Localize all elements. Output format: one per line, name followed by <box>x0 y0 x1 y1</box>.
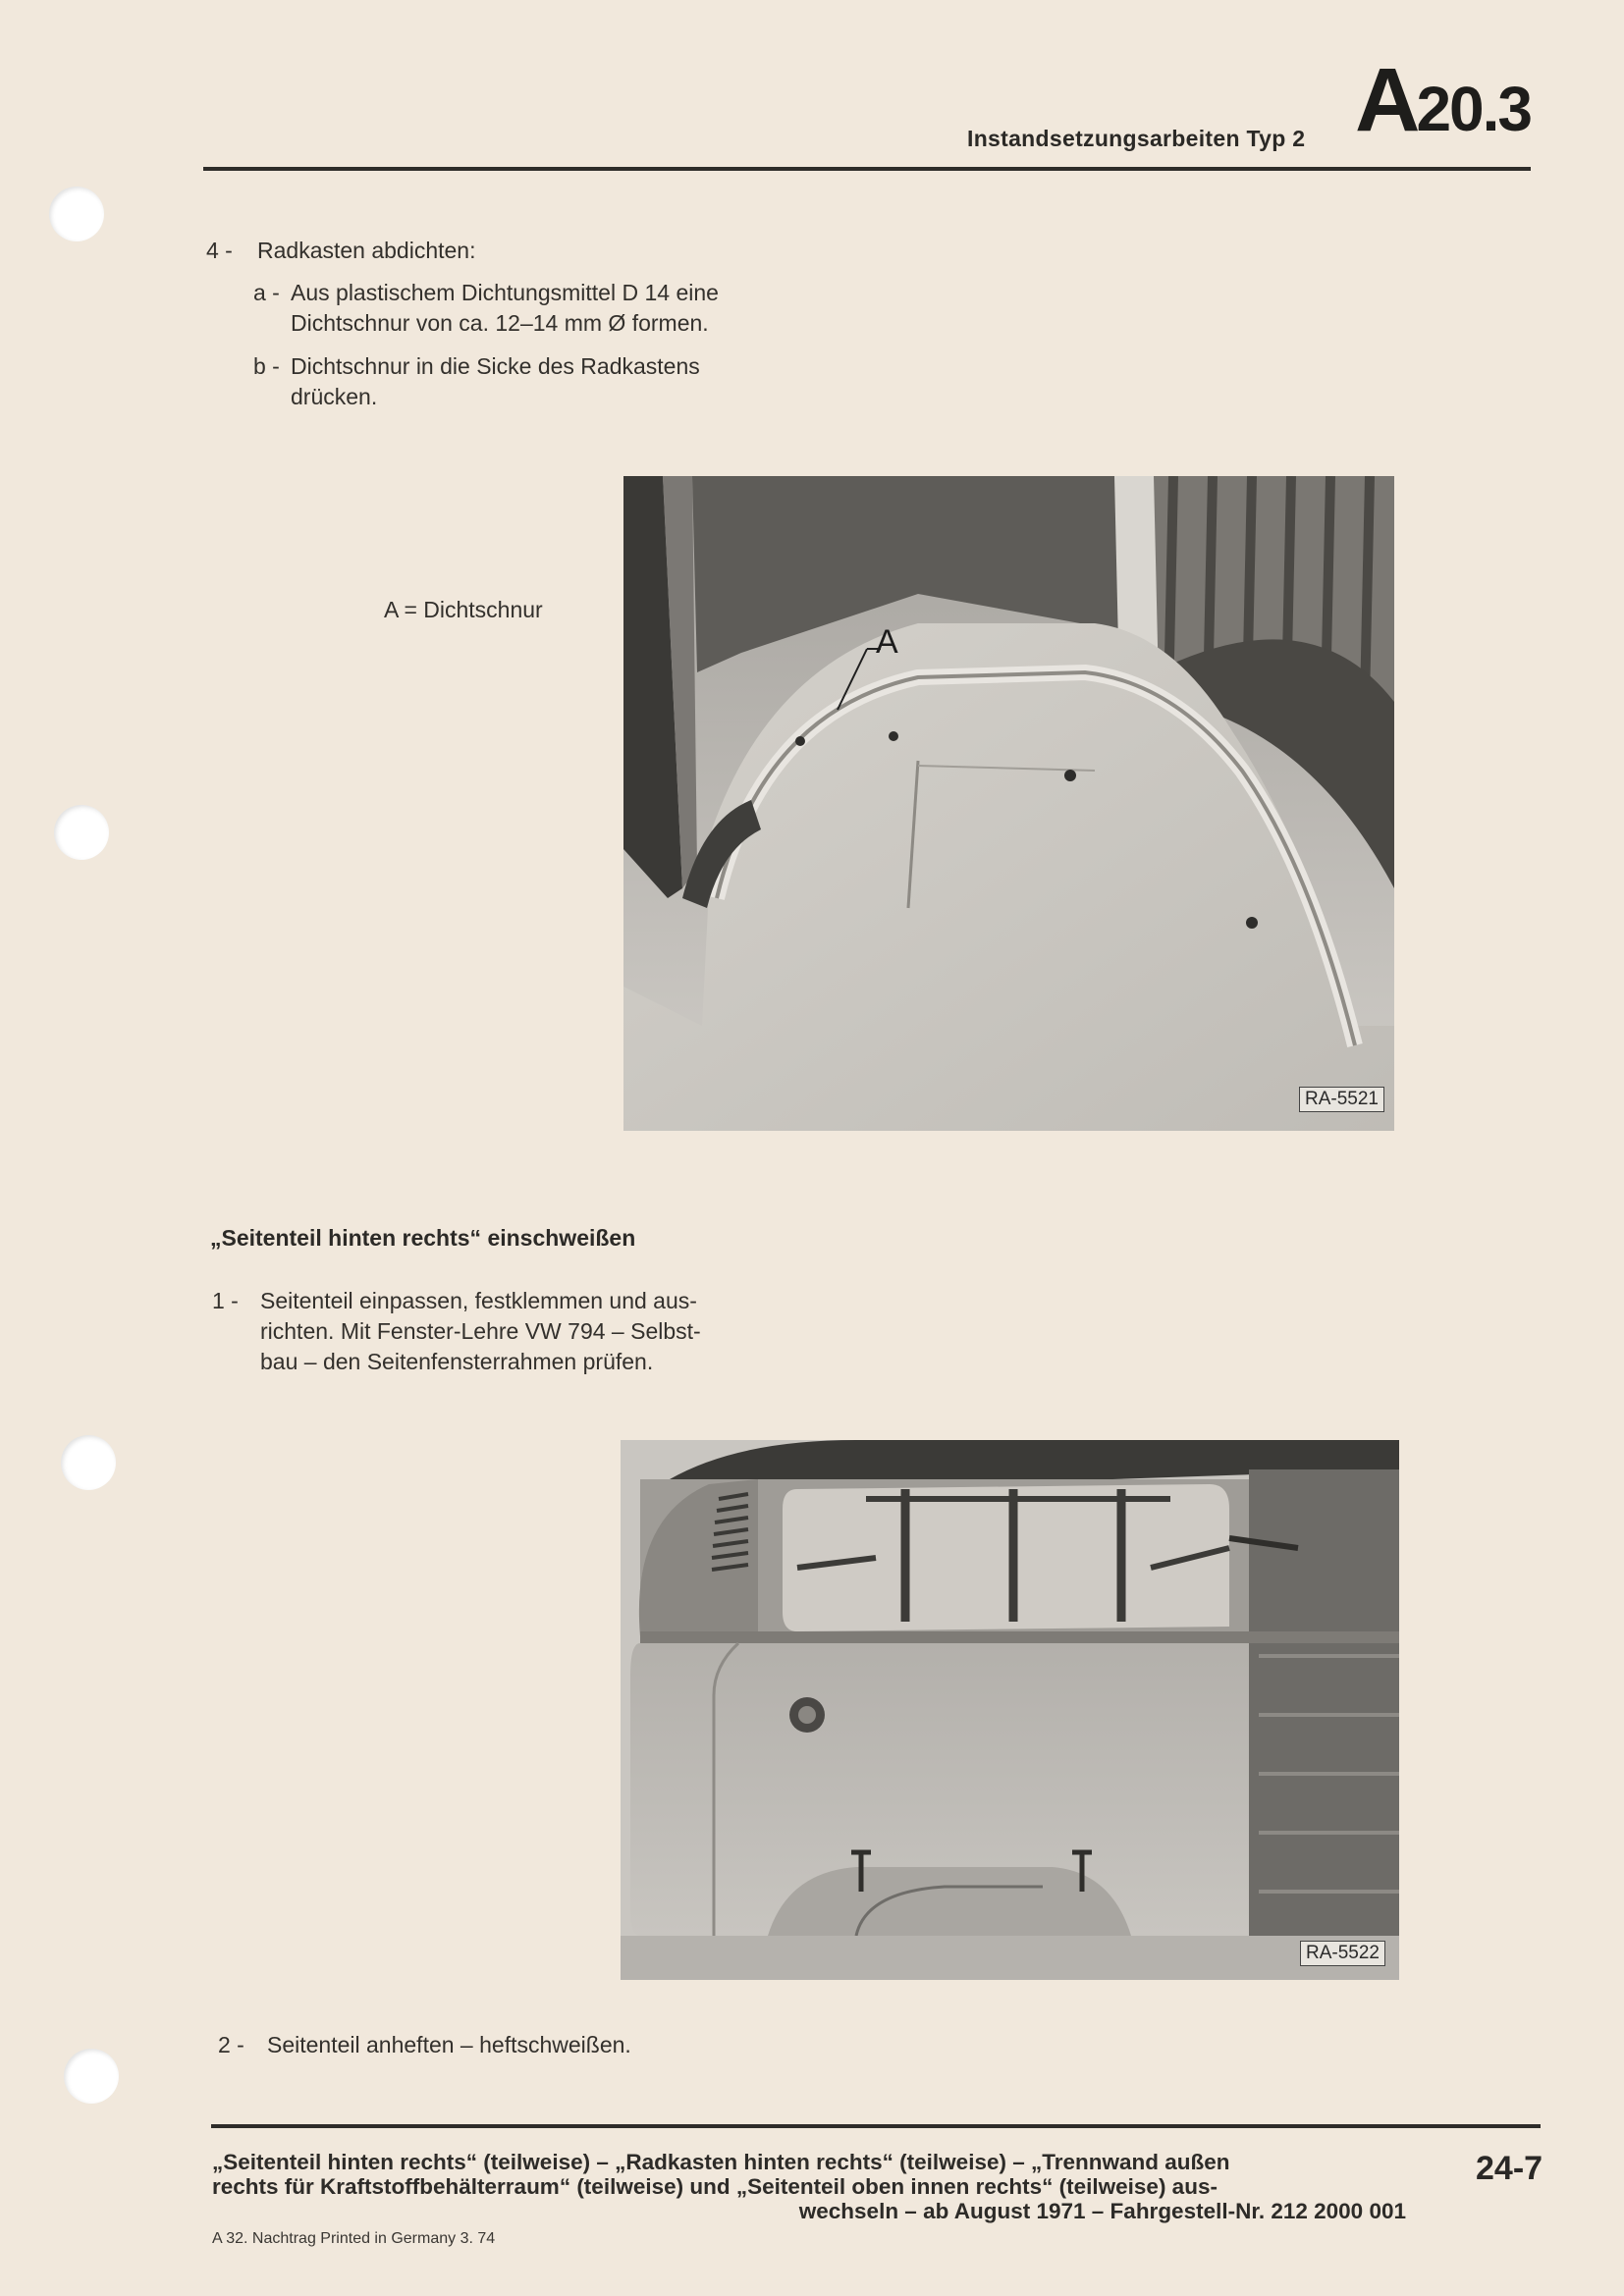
footer-description <box>212 2150 1406 2223</box>
step1-text <box>260 1286 701 1377</box>
step4a-letter: a - <box>253 280 280 305</box>
step1-number: 1 - <box>212 1288 239 1313</box>
section-code-letter: A <box>1355 50 1417 150</box>
step4b-letter-text: b <box>253 353 266 379</box>
figure1-photo <box>623 476 1394 1131</box>
footer-rule <box>211 2124 1541 2128</box>
step1-line3: bau – den Seitenfensterrahmen prüfen. <box>260 1349 654 1374</box>
footer-line2: rechts für Kraftstoffbehälterraum“ (teilweise) und „Seitenteil oben innen rechts“ (teilweise) aus- <box>212 2174 1218 2199</box>
step4-num: 4 <box>206 238 219 263</box>
step4b-text <box>291 351 700 412</box>
figure1-legend: A = Dichtschnur <box>384 597 543 622</box>
step4b-line1: Dichtschnur in die Sicke des Radkastens <box>291 353 700 379</box>
step2-text: Seitenteil anheften – heftschweißen. <box>267 2032 631 2057</box>
step4-title: Radkasten abdichten: <box>257 238 476 263</box>
binder-hole-2 <box>54 805 109 860</box>
section-code <box>1355 49 1531 152</box>
step4a-letter-text: a <box>253 280 266 305</box>
binder-hole-1 <box>49 187 104 241</box>
figure2-ref-label: RA-5522 <box>1300 1941 1385 1966</box>
step4b-line2: drücken. <box>291 384 378 409</box>
step4a-line1: Aus plastischem Dichtungsmittel D 14 eine <box>291 280 719 305</box>
step4a-text <box>291 278 719 339</box>
binder-hole-4 <box>64 2049 119 2104</box>
side-panel-illustration <box>621 1440 1399 1980</box>
figure2-photo <box>621 1440 1399 1980</box>
footer-line3: wechseln – ab August 1971 – Fahrgestell-Nr. 212 2000 001 <box>798 2199 1406 2223</box>
page-number: 24-7 <box>1476 2150 1543 2187</box>
binder-hole-3 <box>61 1435 116 1490</box>
step2-number: 2 - <box>218 2032 244 2057</box>
header-title: Instandsetzungsarbeiten Typ 2 <box>967 126 1306 151</box>
header-rule <box>203 167 1531 171</box>
figure1-ref-label: RA-5521 <box>1299 1087 1384 1112</box>
step1-num: 1 <box>212 1288 225 1313</box>
wheel-housing-illustration <box>623 476 1394 1131</box>
step4-number: 4 - <box>206 238 233 263</box>
imprint: A 32. Nachtrag Printed in Germany 3. 74 <box>212 2230 496 2247</box>
step1-line2: richten. Mit Fenster-Lehre VW 794 – Selbst- <box>260 1318 701 1344</box>
step1-line1: Seitenteil einpassen, festklemmen und aus- <box>260 1288 697 1313</box>
step4b-letter: b - <box>253 353 280 379</box>
footer-line1: „Seitenteil hinten rechts“ (teilweise) – „Radkasten hinten rechts“ (teilweise) – „Trennwand außen <box>212 2150 1230 2174</box>
figure1-callout-A: A <box>876 623 898 661</box>
step4a-line2: Dichtschnur von ca. 12–14 mm Ø formen. <box>291 310 709 336</box>
section-heading: „Seitenteil hinten rechts“ einschweißen <box>210 1225 636 1251</box>
step2-num: 2 <box>218 2032 231 2057</box>
section-code-number: 20.3 <box>1416 74 1532 144</box>
